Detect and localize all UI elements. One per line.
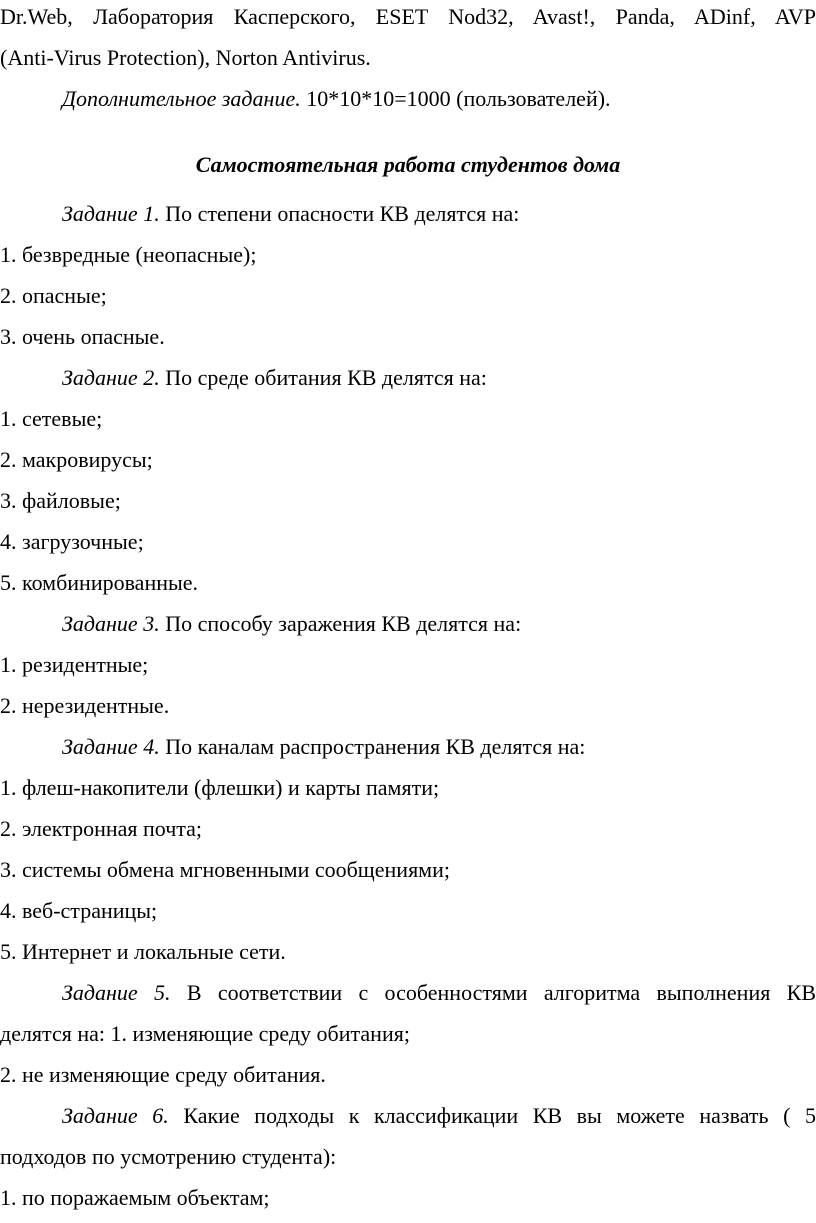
extra-task-paragraph xyxy=(0,84,816,114)
list-item: 5. Интернет и локальные сети. xyxy=(0,939,286,964)
task2-paragraph xyxy=(0,363,816,393)
list-item: 3. файловые; xyxy=(0,488,121,513)
task6-paragraph xyxy=(0,1101,816,1131)
list-item: 2. опасные; xyxy=(0,283,107,308)
task5-label: Задание 5. xyxy=(62,980,171,1005)
task4-text: По каналам распространения КВ делятся на: xyxy=(159,734,586,759)
list-item: 1. безвредные (неопасные); xyxy=(0,242,257,267)
list-item: 2. макровирусы; xyxy=(0,447,153,472)
extra-task-text: 10*10*10=1000 (пользователей). xyxy=(300,86,611,111)
task3-paragraph xyxy=(0,609,816,639)
task1-label: Задание 1. xyxy=(62,201,160,226)
list-item: 3. очень опасные. xyxy=(0,324,165,349)
task3-label: Задание 3. xyxy=(62,611,160,636)
task6-label: Задание 6. xyxy=(62,1103,169,1128)
extra-task-label: Дополнительное задание. xyxy=(62,86,301,111)
list-item: 2. нерезидентные. xyxy=(0,693,170,718)
task5-text-line1: В соответствии с особенностями алгоритма выполнения КВ xyxy=(170,980,816,1005)
task6-text-line2: подходов по усмотрению студента): xyxy=(0,1144,337,1169)
list-item: 1. сетевые; xyxy=(0,406,103,431)
task1-paragraph xyxy=(0,199,816,229)
list-item: 3. системы обмена мгновенными сообщениями; xyxy=(0,857,450,882)
task6-text-line1: Какие подходы к классификации КВ вы можете назвать ( 5 xyxy=(168,1103,816,1128)
task5-paragraph xyxy=(0,978,816,1008)
task3-text: По способу заражения КВ делятся на: xyxy=(159,611,522,636)
list-item: 2. не изменяющие среду обитания. xyxy=(0,1062,326,1087)
list-item: 1. резидентные; xyxy=(0,652,149,677)
list-item: 1. флеш-накопители (флешки) и карты памяти; xyxy=(0,775,440,800)
task2-label: Задание 2. xyxy=(62,365,160,390)
intro-line-1: Dr.Web, Лаборатория Касперского, ESET Nod32, Avast!, Panda, ADinf, AVP xyxy=(0,4,816,29)
task4-paragraph xyxy=(0,732,816,762)
section-heading: Самостоятельная работа студентов дома xyxy=(195,152,621,177)
task4-label: Задание 4. xyxy=(62,734,160,759)
list-item: 4. загрузочные; xyxy=(0,529,144,554)
task1-text: По степени опасности КВ делятся на: xyxy=(159,201,520,226)
intro-line-2: (Anti-Virus Protection), Norton Antivirus. xyxy=(0,45,371,70)
list-item: 1. по поражаемым объектам; xyxy=(0,1185,270,1210)
list-item: 2. электронная почта; xyxy=(0,816,203,841)
task5-text-line2: делятся на: 1. изменяющие среду обитания; xyxy=(0,1021,410,1046)
list-item: 4. веб-страницы; xyxy=(0,898,158,923)
list-item: 5. комбинированные. xyxy=(0,570,199,595)
task2-text: По среде обитания КВ делятся на: xyxy=(159,365,487,390)
